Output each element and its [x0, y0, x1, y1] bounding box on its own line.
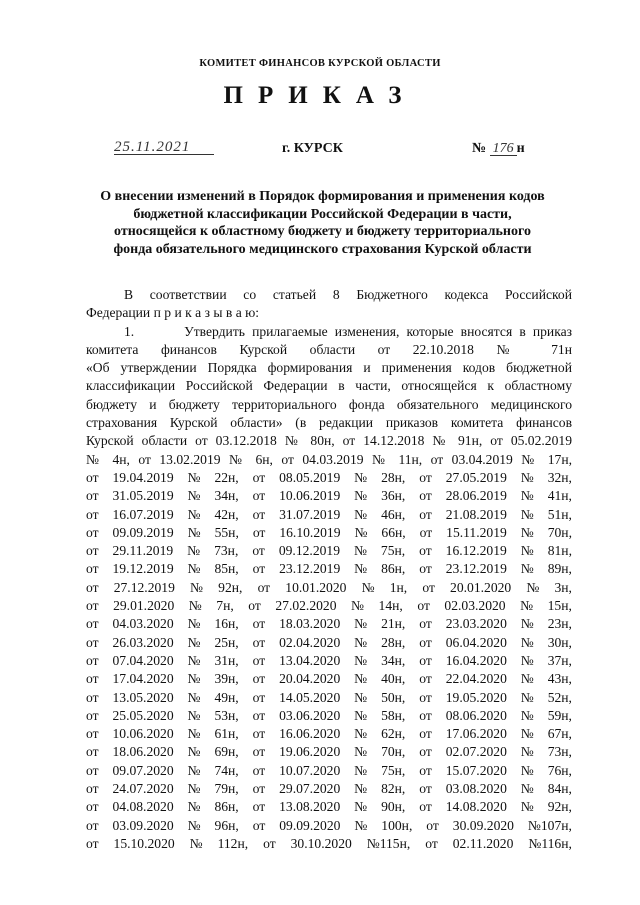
item-1-line: № 4н, от 13.02.2019 № 6н, от 04.03.2019 № 11н, от 03.04.2019 № 17н,: [86, 451, 572, 467]
item-1-line: страхования Курской области» (в редакции приказов комитета финансов: [86, 415, 572, 431]
order-reference-token: 49н,: [214, 689, 239, 705]
order-reference-token: 79н,: [214, 781, 239, 797]
order-reference-token: от: [86, 598, 99, 614]
order-reference-token: 100н,: [381, 817, 413, 833]
order-reference-token: 46н,: [381, 506, 406, 522]
order-reference-token: 17.06.2020: [445, 726, 507, 742]
order-reference-token: №: [351, 598, 365, 614]
order-reference-token: 26.03.2020: [112, 634, 174, 650]
order-reference-token: №: [520, 634, 534, 650]
order-reference-token: 02.11.2020: [452, 835, 514, 851]
order-reference-token: 17.04.2020: [112, 671, 174, 687]
order-reference-token: от: [86, 488, 99, 504]
order-reference-token: 28н,: [381, 634, 406, 650]
order-reference-token: 89н,: [547, 561, 572, 577]
order-reference-token: от: [419, 744, 432, 760]
item-1-text: Утвердить прилагаемые изменения, которые вносятся в приказ: [184, 323, 573, 339]
order-reference-token: №: [187, 524, 201, 540]
order-reference-token: №: [187, 506, 201, 522]
order-reference-token: 28н,: [381, 469, 406, 485]
order-reference-token: 14.08.2020: [445, 799, 507, 815]
order-reference-token: 03.06.2020: [279, 707, 341, 723]
order-reference-token: №: [520, 524, 534, 540]
item-number: 1.: [124, 323, 135, 339]
item-1-line: бюджету и бюджету территориального фонда обязательного медицинского: [86, 396, 572, 412]
order-reference-token: 3н,: [554, 579, 572, 595]
order-reference-line: [86, 560, 572, 578]
order-reference-token: 16.07.2019: [112, 506, 174, 522]
intro-line: Федерации п р и к а з ы в а ю:: [86, 305, 260, 321]
order-reference-token: от: [252, 524, 266, 540]
order-reference-token: №: [187, 689, 201, 705]
order-reference-token: №115н,: [366, 835, 411, 851]
order-reference-token: от: [422, 579, 435, 595]
order-reference-token: 73н,: [214, 543, 239, 559]
order-reference-token: №: [354, 469, 368, 485]
order-reference-token: 34н,: [381, 652, 406, 668]
order-reference-token: №: [354, 689, 368, 705]
order-reference-token: №: [520, 689, 534, 705]
order-reference-token: 32н,: [547, 469, 572, 485]
order-reference-token: 06.04.2020: [445, 634, 507, 650]
order-reference-token: 02.07.2020: [445, 744, 507, 760]
order-reference-token: 36н,: [381, 488, 406, 504]
order-reference-token: от: [252, 817, 266, 833]
order-reference-token: №: [520, 543, 534, 559]
order-reference-token: 37н,: [547, 652, 572, 668]
order-reference-token: 19.05.2020: [445, 689, 507, 705]
order-reference-token: №: [520, 799, 534, 815]
order-reference-token: №: [187, 543, 201, 559]
city-label: г. КУРСК: [282, 141, 343, 156]
order-reference-token: от: [419, 506, 432, 522]
order-reference-token: 31.07.2019: [279, 506, 341, 522]
order-reference-line: [86, 652, 572, 670]
order-reference-token: 28.06.2019: [445, 488, 507, 504]
order-reference-token: 23.12.2019: [445, 561, 507, 577]
order-reference-token: 86н,: [381, 561, 406, 577]
order-reference-token: 30.09.2020: [452, 817, 514, 833]
order-reference-token: №: [187, 707, 201, 723]
order-reference-token: 10.06.2019: [279, 488, 341, 504]
order-reference-token: 15н,: [547, 598, 572, 614]
order-reference-token: 18.06.2020: [112, 744, 174, 760]
order-reference-token: №: [187, 799, 201, 815]
order-reference-token: от: [252, 616, 266, 632]
order-reference-token: №: [520, 561, 534, 577]
order-reference-token: от: [86, 835, 99, 851]
order-reference-token: 59н,: [547, 707, 572, 723]
order-reference-line: [86, 670, 572, 688]
order-reference-token: от: [252, 469, 266, 485]
order-reference-token: 04.03.2020: [112, 616, 174, 632]
order-reference-token: 51н,: [547, 506, 572, 522]
item-1-line: классификации Российской Федерации в части, относящейся к областному: [86, 378, 572, 394]
order-reference-token: 39н,: [214, 671, 239, 687]
order-reference-token: 19.12.2019: [112, 561, 174, 577]
order-reference-token: от: [252, 634, 266, 650]
order-reference-token: от: [419, 726, 432, 742]
order-reference-token: от: [86, 506, 99, 522]
order-body: [86, 286, 572, 853]
order-reference-token: от: [252, 506, 266, 522]
order-reference-token: от: [86, 469, 99, 485]
order-reference-token: 29.11.2019: [112, 543, 174, 559]
order-reference-token: от: [86, 817, 99, 833]
order-reference-token: 61н,: [214, 726, 239, 742]
order-reference-token: 67н,: [547, 726, 572, 742]
order-reference-token: №: [354, 488, 368, 504]
order-reference-line: [86, 524, 572, 542]
item-1-first-line: [86, 323, 572, 341]
order-reference-token: 75н,: [381, 762, 406, 778]
order-reference-token: №: [354, 762, 368, 778]
order-reference-token: 16.04.2020: [445, 652, 507, 668]
order-reference-token: от: [252, 762, 266, 778]
order-reference-token: №: [520, 616, 534, 632]
order-reference-token: от: [257, 579, 271, 595]
order-reference-token: 22н,: [214, 469, 239, 485]
order-reference-token: 10.07.2020: [279, 762, 341, 778]
order-reference-token: 07.04.2020: [112, 652, 174, 668]
heading-line: фонда обязательного медицинского страхования Курской области: [113, 241, 532, 257]
order-reference-token: 21н,: [381, 616, 406, 632]
order-reference-token: 27.12.2019: [113, 579, 175, 595]
order-reference-token: №: [520, 488, 534, 504]
order-reference-token: №: [526, 579, 540, 595]
order-reference-token: 22.04.2020: [445, 671, 507, 687]
handwritten-number: 176: [490, 142, 517, 156]
order-reference-token: №: [187, 616, 201, 632]
order-reference-token: 29.07.2020: [279, 781, 341, 797]
order-reference-token: №: [520, 598, 534, 614]
order-reference-token: 27.02.2020: [275, 598, 337, 614]
order-reference-token: от: [86, 634, 99, 650]
order-reference-token: 50н,: [381, 689, 406, 705]
order-reference-token: 08.06.2020: [445, 707, 507, 723]
order-reference-token: №: [520, 762, 534, 778]
order-reference-token: от: [252, 671, 266, 687]
order-reference-token: от: [252, 726, 266, 742]
order-reference-token: №: [354, 561, 368, 577]
order-reference-token: №: [354, 634, 368, 650]
order-number: [472, 141, 525, 157]
order-reference-token: 92н,: [218, 579, 243, 595]
order-reference-token: №: [520, 671, 534, 687]
order-reference-token: от: [419, 543, 432, 559]
order-reference-token: 16.12.2019: [445, 543, 507, 559]
order-reference-token: от: [86, 616, 99, 632]
order-reference-token: №: [520, 707, 534, 723]
number-sign: №: [472, 141, 487, 156]
order-reference-token: от: [263, 835, 276, 851]
order-reference-token: №: [354, 524, 368, 540]
order-reference-token: от: [86, 579, 99, 595]
order-reference-token: 84н,: [547, 781, 572, 797]
order-reference-token: 81н,: [547, 543, 572, 559]
order-reference-token: 02.03.2020: [444, 598, 506, 614]
order-reference-token: №: [354, 671, 368, 687]
order-reference-token: №116н,: [528, 835, 572, 851]
order-reference-token: 20.01.2020: [450, 579, 512, 595]
order-reference-token: 69н,: [214, 744, 239, 760]
order-reference-line: [86, 597, 572, 615]
order-reference-token: 15.07.2020: [445, 762, 507, 778]
order-reference-token: 53н,: [214, 707, 239, 723]
order-reference-token: 27.05.2019: [445, 469, 507, 485]
order-reference-token: 13.05.2020: [112, 689, 174, 705]
order-reference-token: 21.08.2019: [445, 506, 507, 522]
order-reference-token: 02.04.2020: [279, 634, 341, 650]
order-reference-token: от: [86, 561, 99, 577]
order-reference-token: №: [354, 799, 368, 815]
order-reference-token: №: [187, 726, 201, 742]
heading-line: О внесении изменений в Порядок формирования и применения кодов: [100, 189, 545, 204]
order-reference-token: 31.05.2019: [112, 488, 174, 504]
order-reference-token: от: [419, 762, 432, 778]
order-reference-token: №: [354, 817, 368, 833]
order-reference-token: от: [86, 543, 99, 559]
order-reference-token: от: [252, 689, 266, 705]
order-reference-token: №: [354, 744, 368, 760]
order-reference-token: №: [187, 561, 201, 577]
order-reference-token: от: [86, 781, 99, 797]
order-reference-token: 86н,: [214, 799, 239, 815]
order-reference-token: 73н,: [547, 744, 572, 760]
order-reference-token: №: [190, 579, 203, 595]
order-reference-token: 34н,: [214, 488, 239, 504]
order-reference-token: №: [354, 616, 368, 632]
order-reference-token: 41н,: [547, 488, 572, 504]
order-reference-token: №: [354, 781, 368, 797]
order-reference-token: от: [417, 598, 430, 614]
order-reference-token: №: [520, 781, 534, 797]
order-reference-token: №: [187, 744, 201, 760]
order-reference-line: [86, 542, 572, 560]
item-1-line: Курской области от 03.12.2018 № 80н, от 14.12.2018 № 91н, от 05.02.2019: [86, 433, 572, 449]
order-reference-token: 20.04.2020: [279, 671, 341, 687]
order-reference-token: 09.09.2019: [112, 524, 174, 540]
order-reference-token: 15.11.2019: [446, 524, 507, 540]
order-reference-token: от: [86, 689, 99, 705]
order-reference-token: №: [187, 652, 201, 668]
order-reference-token: от: [419, 616, 432, 632]
order-reference-token: 23н,: [547, 616, 572, 632]
order-reference-token: 09.09.2020: [279, 817, 341, 833]
order-reference-token: 55н,: [214, 524, 239, 540]
order-reference-token: от: [419, 707, 432, 723]
order-reference-token: от: [419, 524, 433, 540]
order-reference-token: от: [419, 781, 432, 797]
order-reference-token: №: [189, 835, 203, 851]
order-reference-token: №: [520, 506, 534, 522]
order-reference-token: 09.12.2019: [278, 543, 340, 559]
order-reference-line: [86, 835, 572, 853]
order-reference-token: 7н,: [216, 598, 234, 614]
order-reference-token: 92н,: [547, 799, 572, 815]
order-reference-token: 70н,: [381, 744, 406, 760]
order-reference-token: №: [354, 707, 368, 723]
order-reference-token: от: [425, 835, 438, 851]
order-reference-token: 30.10.2020: [290, 835, 352, 851]
order-reference-token: 76н,: [547, 762, 572, 778]
order-reference-token: от: [248, 598, 261, 614]
order-reference-line: [86, 817, 572, 835]
order-reference-line: [86, 506, 572, 524]
order-reference-token: от: [86, 707, 99, 723]
order-reference-token: 03.08.2020: [445, 781, 507, 797]
order-reference-token: №: [353, 543, 367, 559]
order-reference-token: 90н,: [381, 799, 406, 815]
organization-name: КОМИТЕТ ФИНАНСОВ КУРСКОЙ ОБЛАСТИ: [199, 58, 441, 69]
order-reference-token: 58н,: [381, 707, 406, 723]
order-reference-token: от: [426, 817, 439, 833]
order-reference-token: №: [520, 652, 534, 668]
order-reference-line: [86, 707, 572, 725]
order-reference-token: №107н,: [527, 817, 572, 833]
order-reference-token: №: [187, 671, 201, 687]
handwritten-date: 25.11.2021: [114, 140, 214, 155]
order-reference-token: от: [86, 799, 99, 815]
item-1-line: «Об утверждении Порядка формирования и применения кодов бюджетной: [86, 360, 572, 376]
document-type-title: ПРИКАЗ: [223, 82, 417, 109]
order-reference-token: от: [252, 488, 266, 504]
order-reference-line: [86, 689, 572, 707]
order-reference-token: 75н,: [380, 543, 406, 559]
order-reference-token: от: [419, 634, 432, 650]
order-reference-token: 19.06.2020: [279, 744, 341, 760]
order-reference-token: от: [86, 726, 99, 742]
number-suffix: н: [516, 141, 525, 156]
order-reference-token: от: [419, 671, 432, 687]
order-reference-line: [86, 762, 572, 780]
order-reference-token: №: [361, 579, 375, 595]
order-reference-token: 13.08.2020: [279, 799, 341, 815]
order-reference-line: [86, 615, 572, 633]
order-reference-token: от: [419, 469, 432, 485]
order-reference-token: 29.01.2020: [113, 598, 175, 614]
order-reference-token: 15.10.2020: [113, 835, 175, 851]
order-reference-token: №: [354, 506, 368, 522]
order-reference-token: от: [419, 689, 432, 705]
order-reference-token: 09.07.2020: [112, 762, 174, 778]
order-reference-token: №: [520, 744, 534, 760]
order-reference-token: от: [86, 671, 99, 687]
order-reference-line: [86, 780, 572, 798]
order-reference-token: 74н,: [214, 762, 239, 778]
heading-line: бюджетной классификации Российской Федерации в части,: [133, 206, 512, 222]
order-reference-line: [86, 487, 572, 505]
order-reference-token: от: [419, 488, 432, 504]
order-reference-token: от: [86, 744, 99, 760]
order-reference-token: 10.01.2020: [285, 579, 347, 595]
order-reference-token: от: [252, 744, 266, 760]
order-reference-token: №: [520, 726, 534, 742]
heading-line: относящейся к областному бюджету и бюджету территориального: [114, 224, 531, 239]
order-reference-token: 16н,: [214, 616, 239, 632]
order-reference-token: 96н,: [214, 817, 239, 833]
order-reference-token: 16.10.2019: [279, 524, 341, 540]
order-reference-token: 18.03.2020: [279, 616, 341, 632]
order-reference-token: 43н,: [547, 671, 572, 687]
order-reference-token: 23.12.2019: [279, 561, 341, 577]
order-reference-token: от: [252, 707, 266, 723]
order-reference-token: от: [419, 799, 432, 815]
order-reference-token: №: [187, 488, 201, 504]
order-reference-token: 30н,: [547, 634, 572, 650]
order-reference-line: [86, 634, 572, 652]
order-reference-token: от: [86, 524, 99, 540]
order-reference-token: 24.07.2020: [112, 781, 174, 797]
order-reference-token: 25.05.2020: [112, 707, 174, 723]
order-reference-token: 08.05.2019: [279, 469, 341, 485]
order-reference-token: №: [354, 726, 368, 742]
order-reference-token: 70н,: [547, 524, 572, 540]
order-reference-token: 1н,: [389, 579, 408, 595]
order-reference-token: от: [252, 799, 266, 815]
order-reference-token: от: [252, 781, 266, 797]
order-reference-token: №: [188, 598, 202, 614]
order-reference-token: 10.06.2020: [112, 726, 174, 742]
order-reference-token: от: [252, 561, 266, 577]
item-1-line: комитета финансов Курской области от 22.10.2018 № 71н: [86, 341, 572, 357]
order-reference-token: 23.03.2020: [445, 616, 507, 632]
order-reference-token: 31н,: [214, 652, 239, 668]
order-reference-token: №: [187, 817, 201, 833]
order-reference-line: [86, 579, 572, 597]
order-reference-line: [86, 743, 572, 761]
order-reference-token: №: [187, 781, 201, 797]
order-reference-token: 03.09.2020: [112, 817, 174, 833]
order-reference-token: №: [520, 469, 534, 485]
order-reference-token: 25н,: [214, 634, 239, 650]
order-reference-token: от: [419, 652, 432, 668]
order-reference-token: от: [252, 652, 266, 668]
order-reference-line: [86, 725, 572, 743]
order-reference-token: 82н,: [381, 781, 406, 797]
order-reference-token: 19.04.2019: [112, 469, 174, 485]
order-reference-token: от: [419, 561, 432, 577]
order-reference-token: №: [187, 634, 201, 650]
order-reference-token: 13.04.2020: [279, 652, 341, 668]
order-reference-token: 16.06.2020: [279, 726, 341, 742]
order-reference-token: от: [252, 543, 265, 559]
order-reference-token: от: [86, 762, 99, 778]
order-reference-token: от: [86, 652, 99, 668]
order-reference-token: 66н,: [381, 524, 406, 540]
order-reference-token: 85н,: [214, 561, 239, 577]
order-reference-token: 52н,: [547, 689, 572, 705]
order-reference-token: №: [187, 762, 201, 778]
order-reference-token: 04.08.2020: [112, 799, 174, 815]
intro-line: В соответствии со статьей 8 Бюджетного кодекса Российской: [124, 287, 572, 302]
order-reference-token: №: [187, 469, 201, 485]
order-reference-token: 42н,: [214, 506, 239, 522]
order-reference-token: 14н,: [378, 598, 403, 614]
amending-orders-list: [86, 469, 572, 853]
order-reference-token: 112н,: [217, 835, 249, 851]
order-reference-line: [86, 469, 572, 487]
order-reference-token: №: [354, 652, 368, 668]
order-reference-token: 14.05.2020: [279, 689, 341, 705]
order-reference-token: 40н,: [381, 671, 406, 687]
order-reference-token: 62н,: [381, 726, 406, 742]
order-heading: [80, 188, 565, 258]
order-reference-line: [86, 798, 572, 816]
